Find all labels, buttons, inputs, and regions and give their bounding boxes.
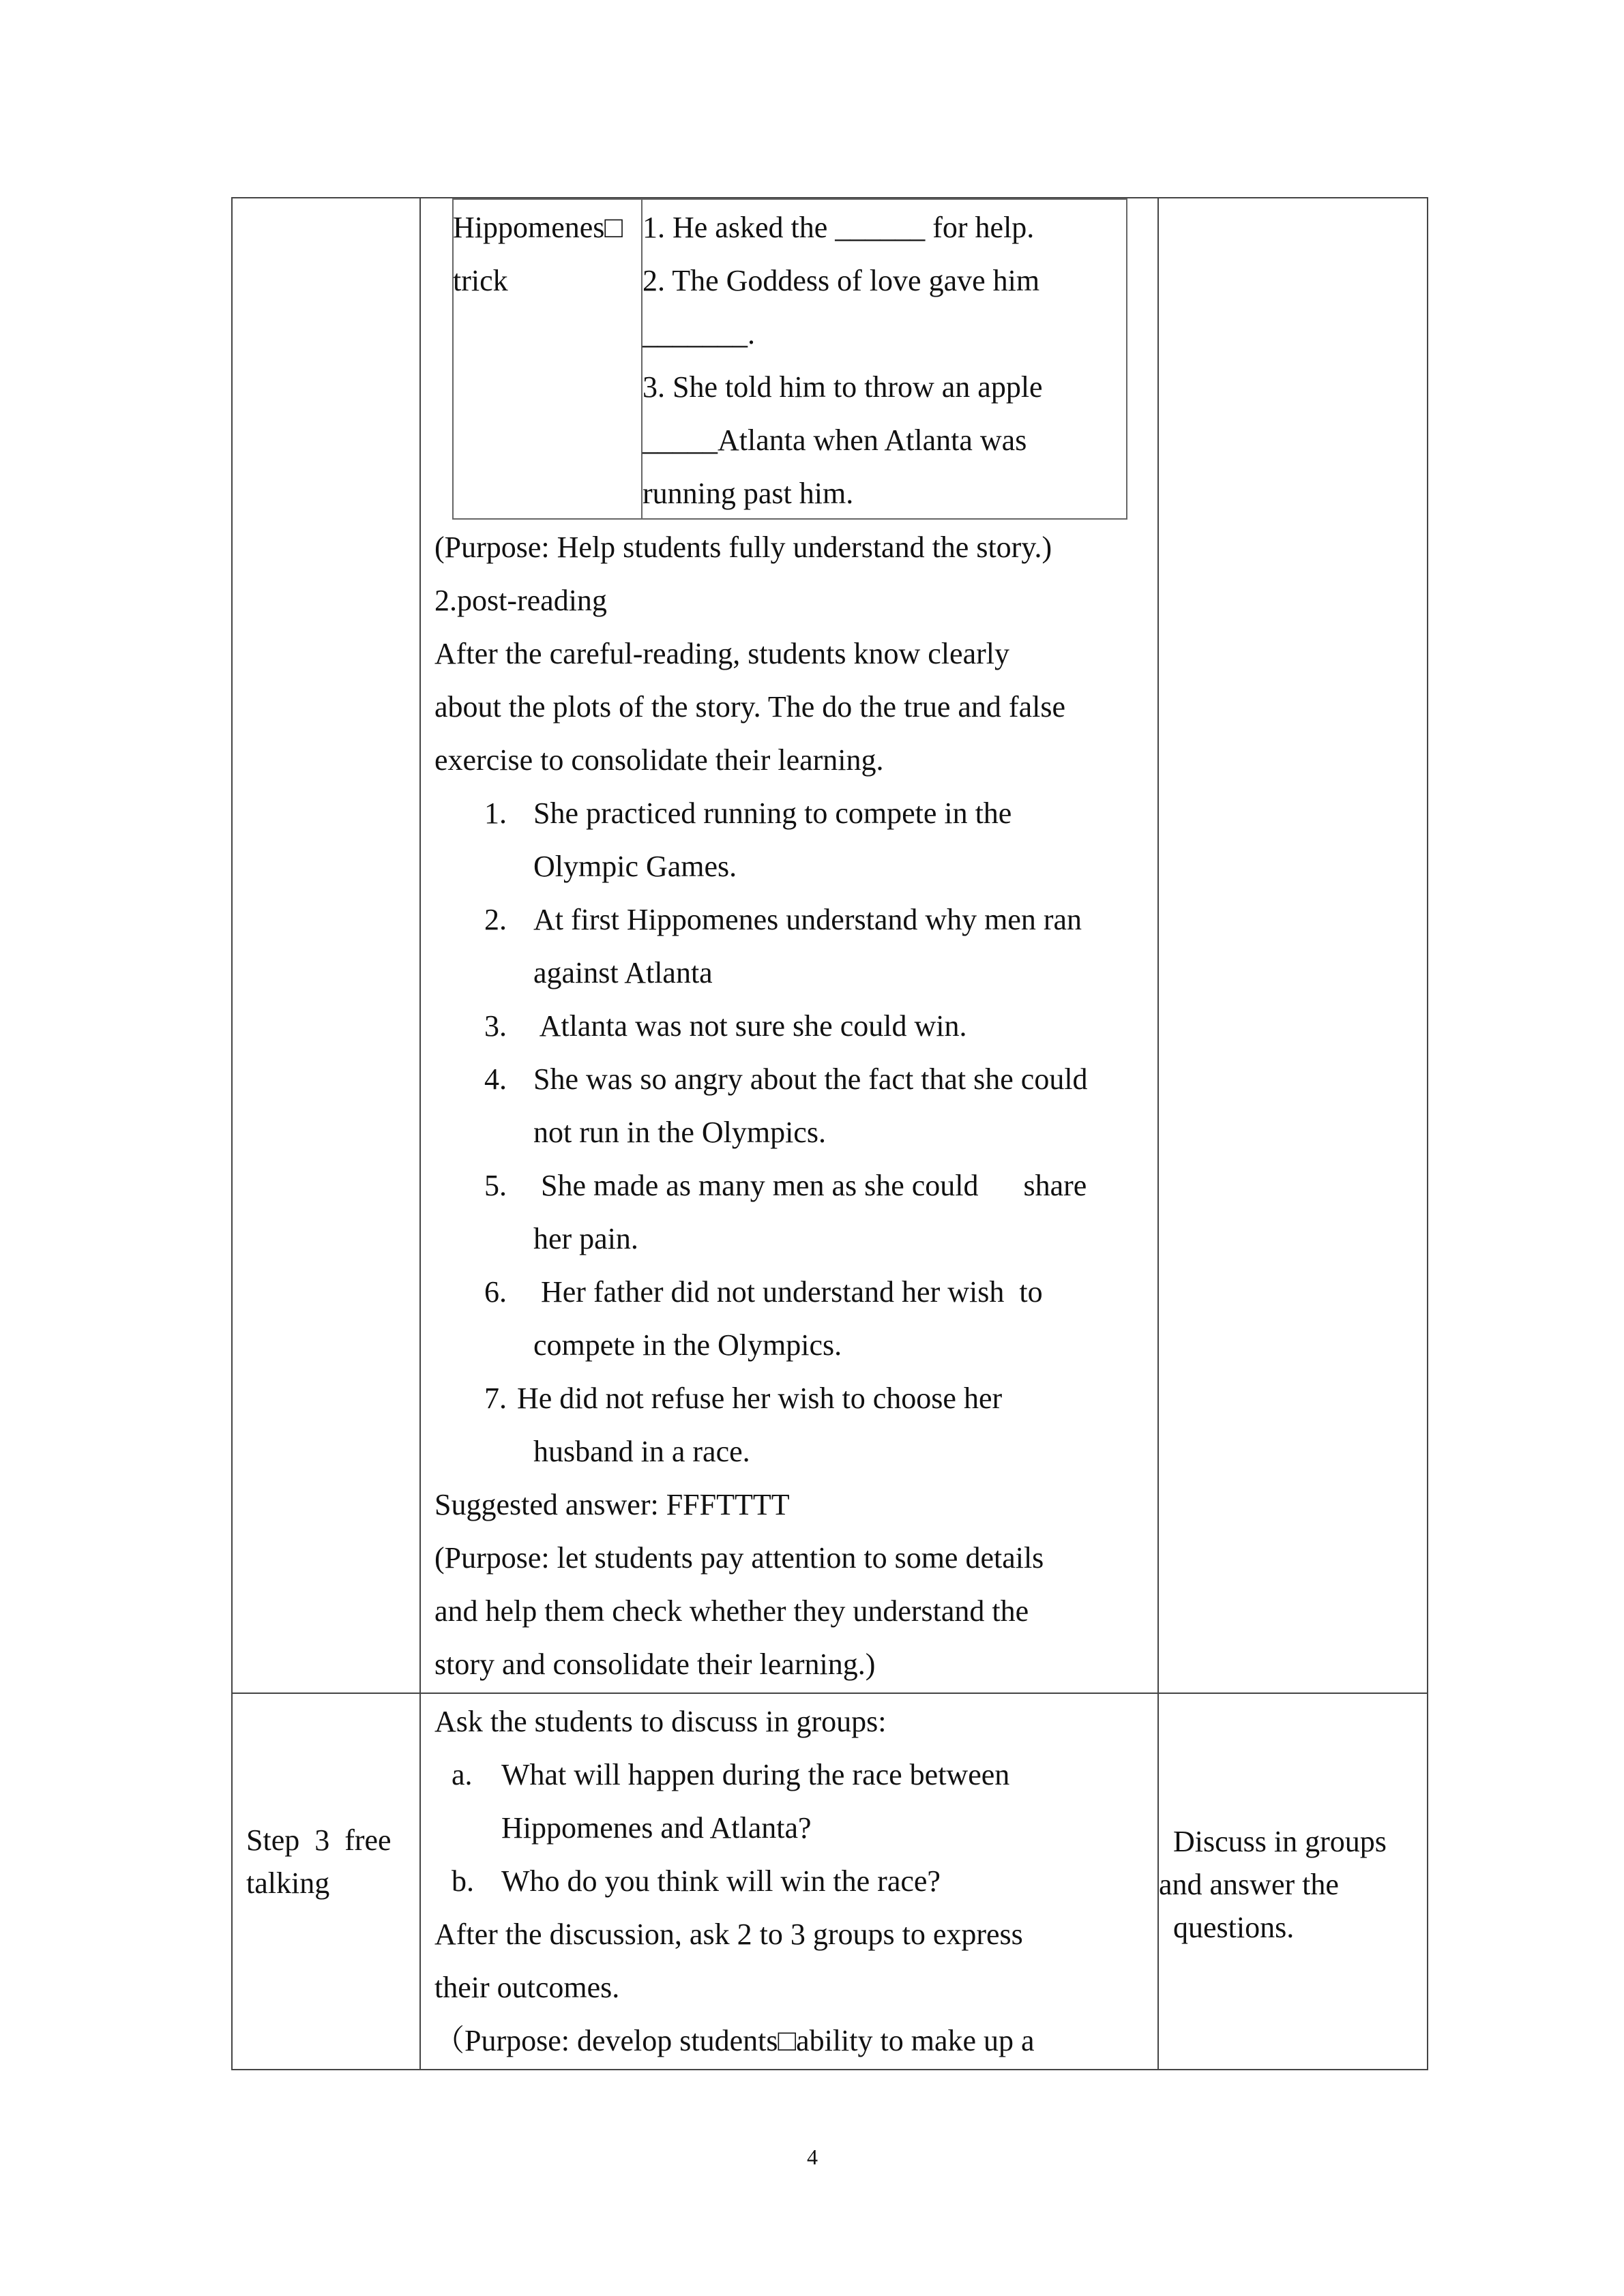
- inner-table-right-line-4: 3. She told him to throw an apple: [643, 370, 1043, 404]
- inner-table-left-line-2: trick: [453, 264, 508, 297]
- list-item-line: Atlanta was not sure she could win.: [533, 1009, 967, 1043]
- after-discussion-line-2: their outcomes.: [434, 1971, 620, 2004]
- list-item-number: 7.: [484, 1382, 507, 1415]
- inner-table-left-border: [452, 198, 454, 520]
- list-item-line: She practiced running to compete in the: [533, 796, 1012, 830]
- student-activity-line-3: questions.: [1173, 1911, 1295, 1944]
- question-line: Hippomenes and Atlanta?: [501, 1811, 812, 1845]
- discussion-intro: Ask the students to discuss in groups:: [434, 1705, 887, 1738]
- section-heading-post-reading: 2.post-reading: [434, 584, 607, 617]
- question-letter: a.: [452, 1758, 473, 1791]
- inner-table-top-border: [452, 198, 1127, 200]
- list-item-line: Olympic Games.: [533, 850, 737, 883]
- page-number: 4: [807, 2145, 818, 2169]
- list-item-line: compete in the Olympics.: [533, 1328, 842, 1362]
- list-item-line: At first Hippomenes understand why men ran: [533, 903, 1082, 936]
- after-discussion-line-1: After the discussion, ask 2 to 3 groups to express: [434, 1918, 1023, 1951]
- purpose-note-2-line-3: story and consolidate their learning.): [434, 1648, 876, 1681]
- list-item-line: her pain.: [533, 1222, 638, 1255]
- question-line: Who do you think will win the race?: [501, 1864, 941, 1898]
- row-divider: [231, 1693, 1428, 1694]
- column-divider-2: [1157, 197, 1159, 2070]
- list-item-number: 1.: [484, 796, 507, 830]
- intro-line-1: After the careful-reading, students know clearly: [434, 637, 1009, 670]
- inner-table-column-divider: [641, 198, 643, 520]
- step-label-line-1: Step 3 free: [246, 1823, 392, 1857]
- intro-line-2: about the plots of the story. The do the true and false: [434, 690, 1065, 724]
- list-item-line: She made as many men as she could share: [533, 1169, 1087, 1202]
- list-item-line: Her father did not understand her wish to: [533, 1275, 1043, 1309]
- inner-table-bottom-border: [452, 518, 1127, 520]
- inner-table-right-line-1: 1. He asked the ______ for help.: [643, 211, 1035, 244]
- outer-table-left-border: [231, 197, 233, 2070]
- inner-table-left-line-1: Hippomenes□: [453, 211, 623, 244]
- student-activity-line-1: Discuss in groups: [1173, 1825, 1387, 1858]
- list-item-number: 2.: [484, 903, 507, 936]
- step-label-line-2: talking: [246, 1866, 330, 1900]
- purpose-note-2-line-1: (Purpose: let students pay attention to some details: [434, 1541, 1044, 1575]
- suggested-answer: Suggested answer: FFFTTTT: [434, 1488, 790, 1521]
- list-item-line: not run in the Olympics.: [533, 1116, 826, 1149]
- inner-table-right-line-5: _____Atlanta when Atlanta was: [643, 423, 1027, 457]
- student-activity-line-2: and answer the: [1159, 1868, 1339, 1901]
- outer-table-right-border: [1427, 197, 1428, 2070]
- inner-table-right-line-3: _______.: [643, 317, 755, 351]
- list-item-number: 5.: [484, 1169, 507, 1202]
- inner-table-right-line-2: 2. The Goddess of love gave him: [643, 264, 1040, 297]
- list-item-line: He did not refuse her wish to choose her: [517, 1382, 1003, 1415]
- purpose-note-3: （Purpose: develop students□ability to make up a: [434, 2024, 1035, 2057]
- list-item-number: 4.: [484, 1062, 507, 1096]
- inner-table-right-line-6: running past him.: [643, 477, 854, 510]
- list-item-number: 3.: [484, 1009, 507, 1043]
- question-line: What will happen during the race between: [501, 1758, 1010, 1791]
- outer-table-bottom-border: [231, 2069, 1428, 2070]
- inner-table-right-border: [1126, 198, 1127, 520]
- list-item-line: against Atlanta: [533, 956, 713, 989]
- question-letter: b.: [452, 1864, 474, 1898]
- intro-line-3: exercise to consolidate their learning.: [434, 743, 884, 777]
- purpose-note-2-line-2: and help them check whether they understand the: [434, 1594, 1029, 1628]
- list-item-line: She was so angry about the fact that she could: [533, 1062, 1088, 1096]
- list-item-line: husband in a race.: [533, 1435, 750, 1468]
- column-divider-1: [419, 197, 421, 2070]
- purpose-note-1: (Purpose: Help students fully understand the story.): [434, 531, 1052, 564]
- list-item-number: 6.: [484, 1275, 507, 1309]
